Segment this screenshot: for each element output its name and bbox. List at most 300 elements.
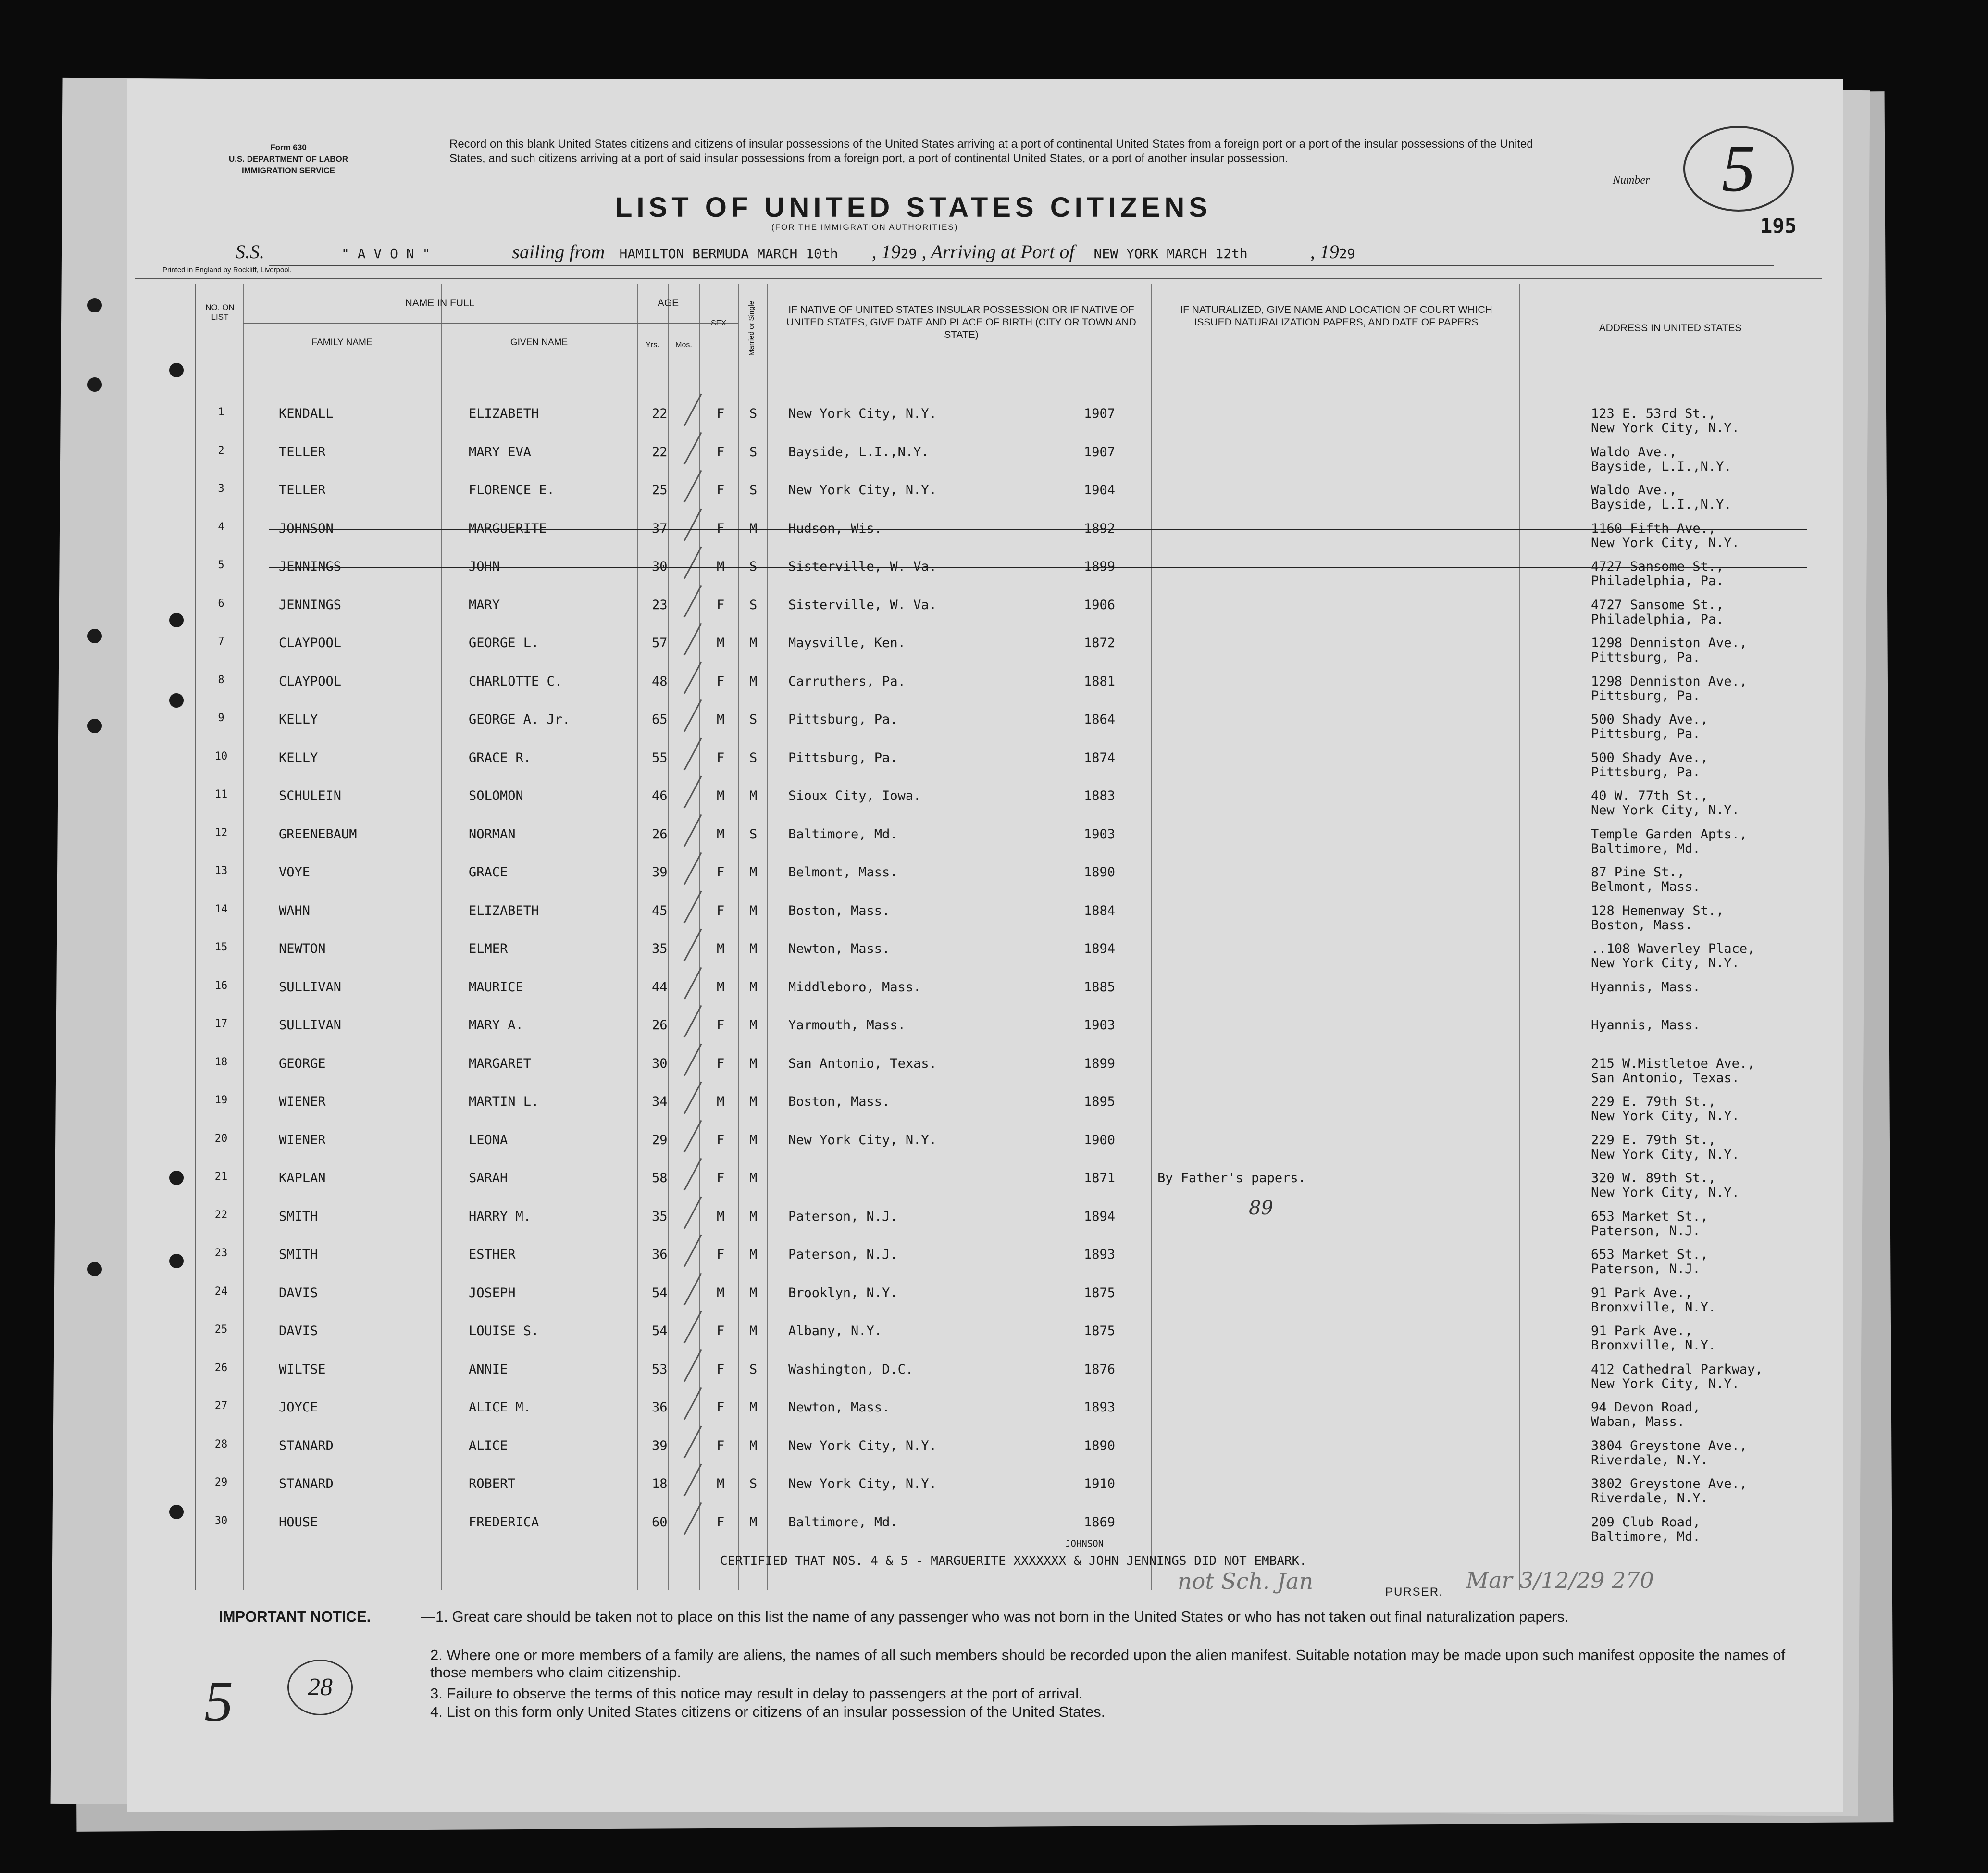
sex: F xyxy=(717,750,725,765)
age-years: 23 xyxy=(652,598,668,612)
marital-status: M xyxy=(749,980,758,995)
punch-hole xyxy=(87,377,102,392)
birth-year: 1864 xyxy=(1084,712,1116,727)
given-name: ESTHER xyxy=(469,1247,516,1262)
age-years: 65 xyxy=(652,712,668,727)
address-line-1: 1298 Denniston Ave., xyxy=(1591,674,1748,689)
age-years: 37 xyxy=(652,521,668,536)
address-line-2: San Antonio, Texas. xyxy=(1591,1071,1740,1086)
address-line-1: 229 E. 79th St., xyxy=(1591,1094,1716,1109)
age-years: 54 xyxy=(652,1324,668,1338)
address-line-1: 653 Market St., xyxy=(1591,1247,1708,1262)
address-line-2: New York City, N.Y. xyxy=(1591,1109,1740,1124)
birthplace: Belmont, Mass. xyxy=(788,865,898,880)
voyage-line xyxy=(236,240,1355,263)
age-years: 25 xyxy=(652,483,668,498)
given-name: ALICE M. xyxy=(469,1400,532,1415)
sex: M xyxy=(717,788,725,803)
marital-status: S xyxy=(749,1362,758,1377)
row-number: 28 xyxy=(214,1438,228,1450)
given-name: SARAH xyxy=(469,1171,508,1186)
birth-year: 1903 xyxy=(1084,827,1116,842)
year-prefix: , 19 xyxy=(871,241,901,262)
birthplace: New York City, N.Y. xyxy=(788,406,937,421)
age-years: 26 xyxy=(652,827,668,842)
punch-hole xyxy=(169,363,184,377)
given-name: GRACE xyxy=(469,865,508,880)
birth-year: 1899 xyxy=(1084,1056,1116,1071)
address-line-1: 500 Shady Ave., xyxy=(1591,750,1708,765)
birth-year: 1893 xyxy=(1084,1400,1116,1415)
family-name: KELLY xyxy=(279,712,318,727)
row-number: 18 xyxy=(214,1056,228,1068)
age-years: 48 xyxy=(652,674,668,689)
birth-year: 1885 xyxy=(1084,980,1116,995)
address-line-2: Paterson, N.J. xyxy=(1591,1261,1701,1276)
birthplace: New York City, N.Y. xyxy=(788,483,937,498)
address-line-2: Riverdale, N.Y. xyxy=(1591,1491,1708,1506)
marital-status: M xyxy=(749,1400,758,1415)
address-line-2: Baltimore, Md. xyxy=(1591,841,1701,856)
column-divider xyxy=(637,284,638,1590)
given-name: MARY A. xyxy=(469,1018,523,1033)
sex: F xyxy=(717,1400,725,1415)
address-line-1: Hyannis, Mass. xyxy=(1591,1018,1701,1033)
row-number: 21 xyxy=(214,1171,228,1183)
address-line-2: New York City, N.Y. xyxy=(1591,803,1740,818)
address-line-1: 1160 Fifth Ave., xyxy=(1591,521,1716,536)
given-name: GEORGE L. xyxy=(469,636,539,650)
punch-hole xyxy=(87,629,102,643)
row-number: 6 xyxy=(218,598,224,610)
birth-year: 1869 xyxy=(1084,1515,1116,1530)
birthplace: Sisterville, W. Va. xyxy=(788,598,937,612)
marital-status: S xyxy=(749,750,758,765)
service-name: IMMIGRATION SERVICE xyxy=(242,166,335,175)
given-name: MARY xyxy=(469,598,500,612)
certification-statement: CERTIFIED THAT NOS. 4 & 5 - MARGUERITE XXXXXXX & JOHN JENNINGS DID NOT EMBARK. xyxy=(720,1554,1307,1568)
voyage-underline xyxy=(269,265,1774,266)
marital-status: M xyxy=(749,1171,758,1186)
birthplace: Sisterville, W. Va. xyxy=(788,559,937,574)
sex: M xyxy=(717,980,725,995)
marital-status: M xyxy=(749,903,758,918)
sex: F xyxy=(717,674,725,689)
row-number: 8 xyxy=(218,674,224,686)
marital-status: M xyxy=(749,1515,758,1530)
birth-year: 1871 xyxy=(1084,1171,1116,1186)
header-married-single: Married or Single xyxy=(747,300,756,356)
marital-status: S xyxy=(749,445,758,460)
notice-item-3: 3. Failure to observe the terms of this notice may result in delay to passengers at the port of arrival. xyxy=(430,1685,1083,1702)
row-number: 19 xyxy=(214,1094,228,1106)
marital-status: M xyxy=(749,1209,758,1224)
family-name: TELLER xyxy=(279,445,326,460)
age-years: 30 xyxy=(652,559,668,574)
birth-year: 1875 xyxy=(1084,1324,1116,1338)
header-sex: SEX xyxy=(710,319,726,327)
row-number: 20 xyxy=(214,1133,228,1145)
family-name: DAVIS xyxy=(279,1286,318,1300)
marital-status: M xyxy=(749,1133,758,1148)
age-years: 39 xyxy=(652,865,668,880)
age-years: 54 xyxy=(652,1286,668,1300)
family-name: GREENEBAUM xyxy=(279,827,357,842)
birth-year: 1876 xyxy=(1084,1362,1116,1377)
address-line-1: 123 E. 53rd St., xyxy=(1591,406,1716,421)
family-name: SULLIVAN xyxy=(279,980,342,995)
birthplace: Middleboro, Mass. xyxy=(788,980,921,995)
family-name: WIENER xyxy=(279,1133,326,1148)
address-line-1: Hyannis, Mass. xyxy=(1591,980,1701,995)
birth-year: 1907 xyxy=(1084,406,1116,421)
row-number: 26 xyxy=(214,1362,228,1374)
marital-status: M xyxy=(749,1247,758,1262)
ss-label: S.S. xyxy=(236,241,264,262)
address-line-1: 209 Club Road, xyxy=(1591,1515,1701,1530)
birthplace: Pittsburg, Pa. xyxy=(788,750,898,765)
given-name: ELIZABETH xyxy=(469,406,539,421)
birth-year: 1906 xyxy=(1084,598,1116,612)
age-years: 22 xyxy=(652,406,668,421)
name-correction: JOHNSON xyxy=(1065,1538,1104,1549)
ship-name: " A V O N " xyxy=(341,246,431,262)
arrival-year: 29 xyxy=(1339,246,1355,262)
header-months: Mos. xyxy=(675,341,692,349)
column-divider xyxy=(738,284,739,1590)
family-name: HOUSE xyxy=(279,1515,318,1530)
address-line-1: 412 Cathedral Parkway, xyxy=(1591,1362,1763,1377)
marital-status: M xyxy=(749,1286,758,1300)
address-line-1: 128 Hemenway St., xyxy=(1591,903,1724,918)
form-number: Form 630 xyxy=(270,143,307,152)
sex: F xyxy=(717,1171,725,1186)
arriving-label: , Arriving at Port of xyxy=(921,241,1075,262)
age-years: 55 xyxy=(652,750,668,765)
circled-count: 28 xyxy=(287,1660,353,1715)
age-years: 60 xyxy=(652,1515,668,1530)
number-label: Number xyxy=(1613,174,1650,187)
table-top-rule xyxy=(135,278,1822,279)
address-line-2: Waban, Mass. xyxy=(1591,1414,1685,1429)
birthplace: Albany, N.Y. xyxy=(788,1324,882,1338)
address-line-2: New York City, N.Y. xyxy=(1591,1376,1740,1391)
sex: F xyxy=(717,406,725,421)
manifest-table xyxy=(195,284,1820,1590)
punch-hole xyxy=(169,1254,184,1268)
family-name: JENNINGS xyxy=(279,598,342,612)
address-line-2: Pittsburg, Pa. xyxy=(1591,726,1701,741)
family-name: DAVIS xyxy=(279,1324,318,1338)
punch-hole xyxy=(87,1262,102,1276)
header-address: ADDRESS IN UNITED STATES xyxy=(1599,323,1742,334)
marital-status: M xyxy=(749,636,758,650)
marital-status: S xyxy=(749,827,758,842)
header-birth-details: IF NATIVE OF UNITED STATES INSULAR POSSESSION OR IF NATIVE OF UNITED STATES, GIVE DATE AND PLACE OF BIRTH (CITY OR TOWN AND STATE) xyxy=(786,304,1136,340)
marital-status: M xyxy=(749,788,758,803)
naturalization: By Father's papers. xyxy=(1157,1171,1306,1186)
sex: F xyxy=(717,1324,725,1338)
row-number: 5 xyxy=(218,559,224,571)
punch-hole xyxy=(169,613,184,627)
address-line-1: 91 Park Ave., xyxy=(1591,1286,1693,1300)
given-name: HARRY M. xyxy=(469,1209,532,1224)
given-name: NORMAN xyxy=(469,827,516,842)
marital-status: S xyxy=(749,598,758,612)
row-number: 27 xyxy=(214,1400,228,1412)
birthplace: Baltimore, Md. xyxy=(788,1515,898,1530)
sex: F xyxy=(717,1515,725,1530)
given-name: ROBERT xyxy=(469,1476,516,1491)
departure-year: 29 xyxy=(900,246,917,262)
row-number: 1 xyxy=(218,406,224,418)
marital-status: S xyxy=(749,406,758,421)
given-name: MAURICE xyxy=(469,980,523,995)
notice-item-4: 4. List on this form only United States citizens or citizens of an insular possession of the United States. xyxy=(430,1703,1106,1720)
birth-year: 1903 xyxy=(1084,1018,1116,1033)
marital-status: M xyxy=(749,674,758,689)
column-divider xyxy=(699,284,700,1590)
given-name: GRACE R. xyxy=(469,750,532,765)
birth-year: 1883 xyxy=(1084,788,1116,803)
address-line-2: Paterson, N.J. xyxy=(1591,1224,1701,1238)
family-name: CLAYPOOL xyxy=(279,674,342,689)
family-name: STANARD xyxy=(279,1476,334,1491)
sex: F xyxy=(717,521,725,536)
marital-status: M xyxy=(749,941,758,956)
page-subtitle: (FOR THE IMMIGRATION AUTHORITIES) xyxy=(771,223,958,232)
family-name: SCHULEIN xyxy=(279,788,342,803)
punch-hole xyxy=(87,298,102,312)
address-line-1: 4727 Sansome St., xyxy=(1591,598,1724,612)
age-years: 35 xyxy=(652,941,668,956)
column-divider xyxy=(767,284,768,1590)
birth-year: 1881 xyxy=(1084,674,1116,689)
family-name: JOYCE xyxy=(279,1400,318,1415)
address-line-1: 3804 Greystone Ave., xyxy=(1591,1438,1748,1453)
birthplace: Newton, Mass. xyxy=(788,1400,890,1415)
sex: M xyxy=(717,712,725,727)
age-years: 36 xyxy=(652,1400,668,1415)
marital-status: S xyxy=(749,1476,758,1491)
given-name: SOLOMON xyxy=(469,788,523,803)
birthplace: Maysville, Ken. xyxy=(788,636,906,650)
birth-year: 1899 xyxy=(1084,559,1116,574)
address-line-2: Bronxville, N.Y. xyxy=(1591,1300,1716,1315)
address-line-2: New York City, N.Y. xyxy=(1591,536,1740,550)
row-number: 12 xyxy=(214,827,228,839)
birthplace: Paterson, N.J. xyxy=(788,1209,898,1224)
address-line-1: 3802 Greystone Ave., xyxy=(1591,1476,1748,1491)
address-line-1: 91 Park Ave., xyxy=(1591,1324,1693,1338)
marital-status: M xyxy=(749,1324,758,1338)
marital-status: S xyxy=(749,712,758,727)
family-name: JENNINGS xyxy=(279,559,342,574)
row-number: 16 xyxy=(214,980,228,992)
sex: F xyxy=(717,445,725,460)
given-name: MARGARET xyxy=(469,1056,532,1071)
header-name-in-full: NAME IN FULL xyxy=(405,298,475,309)
sex: M xyxy=(717,1094,725,1109)
birth-year: 1900 xyxy=(1084,1133,1116,1148)
birthplace: Newton, Mass. xyxy=(788,941,890,956)
given-name: MARGUERITE xyxy=(469,521,547,536)
given-name: MARTIN L. xyxy=(469,1094,539,1109)
departure-port: HAMILTON BERMUDA MARCH 10th xyxy=(619,246,838,262)
age-years: 39 xyxy=(652,1438,668,1453)
birth-year: 1875 xyxy=(1084,1286,1116,1300)
notice-item-1: —1. Great care should be taken not to place on this list the name of any passenger who was not born in the United States or who has not taken out final naturalization papers. xyxy=(421,1608,1569,1625)
birthplace: New York City, N.Y. xyxy=(788,1133,937,1148)
strike-through-line xyxy=(269,567,1807,568)
year-prefix: , 19 xyxy=(1310,241,1339,262)
sex: M xyxy=(717,1286,725,1300)
row-number: 4 xyxy=(218,521,224,533)
sex: M xyxy=(717,941,725,956)
age-years: 58 xyxy=(652,1171,668,1186)
notice-title: IMPORTANT NOTICE. xyxy=(219,1608,371,1625)
birthplace: San Antonio, Texas. xyxy=(788,1056,937,1071)
row-number: 17 xyxy=(214,1018,228,1030)
family-name: WILTSE xyxy=(279,1362,326,1377)
given-name: ALICE xyxy=(469,1438,508,1453)
birthplace: Pittsburg, Pa. xyxy=(788,712,898,727)
purser-signature: Mar 3/12/29 270 xyxy=(1466,1567,1654,1593)
address-line-1: 94 Devon Road, xyxy=(1591,1400,1701,1415)
row-number: 30 xyxy=(214,1515,228,1527)
birthplace: New York City, N.Y. xyxy=(788,1476,937,1491)
family-name: CLAYPOOL xyxy=(279,636,342,650)
birthplace: Paterson, N.J. xyxy=(788,1247,898,1262)
address-line-1: 40 W. 77th St., xyxy=(1591,788,1708,803)
birth-year: 1894 xyxy=(1084,1209,1116,1224)
header-family-name: FAMILY NAME xyxy=(311,337,373,348)
family-name: KAPLAN xyxy=(279,1171,326,1186)
birth-year: 1893 xyxy=(1084,1247,1116,1262)
header-age: AGE xyxy=(657,298,679,309)
address-line-2: New York City, N.Y. xyxy=(1591,1185,1740,1200)
header-no-on-list: NO. ON LIST xyxy=(205,303,235,322)
age-years: 35 xyxy=(652,1209,668,1224)
age-years: 45 xyxy=(652,903,668,918)
purser-label: PURSER. xyxy=(1385,1586,1443,1598)
sex: M xyxy=(717,636,725,650)
row-number: 3 xyxy=(218,483,224,495)
column-divider xyxy=(243,284,244,1590)
address-line-2: Pittsburg, Pa. xyxy=(1591,650,1701,665)
address-line-1: ..108 Waverley Place, xyxy=(1591,941,1755,956)
column-divider xyxy=(668,284,669,1590)
sex: F xyxy=(717,1247,725,1262)
birth-year: 1892 xyxy=(1084,521,1116,536)
age-years: 22 xyxy=(652,445,668,460)
form-identification xyxy=(207,142,370,176)
age-years: 34 xyxy=(652,1094,668,1109)
family-name: SMITH xyxy=(279,1209,318,1224)
birthplace: Brooklyn, N.Y. xyxy=(788,1286,898,1300)
marital-status: S xyxy=(749,559,758,574)
sex: M xyxy=(717,827,725,842)
row-number: 11 xyxy=(214,788,228,800)
family-name: SMITH xyxy=(279,1247,318,1262)
address-line-2: Bayside, L.I.,N.Y. xyxy=(1591,497,1732,512)
family-name: STANARD xyxy=(279,1438,334,1453)
birth-year: 1874 xyxy=(1084,750,1116,765)
punch-hole xyxy=(169,1505,184,1519)
birth-year: 1910 xyxy=(1084,1476,1116,1491)
address-line-2: New York City, N.Y. xyxy=(1591,1147,1740,1162)
birth-year: 1872 xyxy=(1084,636,1116,650)
strike-through-line xyxy=(269,529,1807,530)
birth-year: 1907 xyxy=(1084,445,1116,460)
marital-status: M xyxy=(749,1056,758,1071)
age-years: 46 xyxy=(652,788,668,803)
family-name: GEORGE xyxy=(279,1056,326,1071)
handwritten-mark: 89 xyxy=(1249,1197,1273,1219)
birth-year: 1884 xyxy=(1084,903,1116,918)
marital-status: M xyxy=(749,1018,758,1033)
address-line-2: Pittsburg, Pa. xyxy=(1591,688,1701,703)
address-line-2: New York City, N.Y. xyxy=(1591,421,1740,436)
address-line-1: 87 Pine St., xyxy=(1591,865,1685,880)
family-name: NEWTON xyxy=(279,941,326,956)
address-line-1: 229 E. 79th St., xyxy=(1591,1133,1716,1148)
sailing-label: sailing from xyxy=(512,241,605,262)
given-name: ANNIE xyxy=(469,1362,508,1377)
marital-status: M xyxy=(749,521,758,536)
sex: F xyxy=(717,483,725,498)
department-name: U.S. DEPARTMENT OF LABOR xyxy=(228,154,348,163)
family-name: SULLIVAN xyxy=(279,1018,342,1033)
sex: F xyxy=(717,903,725,918)
marital-status: M xyxy=(749,1438,758,1453)
family-name: WAHN xyxy=(279,903,311,918)
form-instructions: Record on this blank United States citizens and citizens of insular possessions of the United States arriving at a port of continental United States from a foreign port or a port of the insular possessions of the United States, and such citizens arriving at a port of said insular possessions from a foreign port, a port of continental United States, or a port of another insular possession. xyxy=(449,137,1533,165)
handwritten-note: not Sch. Jan xyxy=(1178,1568,1314,1594)
page-title: LIST OF UNITED STATES CITIZENS xyxy=(615,192,1212,223)
address-line-1: 4727 Sansome St., xyxy=(1591,559,1724,574)
circled-list-number: 5 xyxy=(1683,126,1794,212)
header-given-name: GIVEN NAME xyxy=(510,337,568,348)
birth-year: 1890 xyxy=(1084,1438,1116,1453)
given-name: JOSEPH xyxy=(469,1286,516,1300)
sex: F xyxy=(717,1018,725,1033)
address-line-2: Philadelphia, Pa. xyxy=(1591,574,1724,588)
punch-hole xyxy=(169,693,184,708)
row-number: 10 xyxy=(214,750,228,762)
handwritten-sheet-number: 5 xyxy=(204,1669,233,1733)
age-years: 53 xyxy=(652,1362,668,1377)
sex: F xyxy=(717,1133,725,1148)
birthplace: New York City, N.Y. xyxy=(788,1438,937,1453)
given-name: GEORGE A. Jr. xyxy=(469,712,571,727)
row-number: 7 xyxy=(218,636,224,648)
row-number: 2 xyxy=(218,445,224,457)
header-years: Yrs. xyxy=(646,341,659,349)
address-line-2: Baltimore, Md. xyxy=(1591,1529,1701,1544)
birth-year: 1895 xyxy=(1084,1094,1116,1109)
birthplace: Hudson, Wis. xyxy=(788,521,882,536)
address-line-1: 320 W. 89th St., xyxy=(1591,1171,1716,1186)
marital-status: M xyxy=(749,1094,758,1109)
row-number: 22 xyxy=(214,1209,228,1221)
given-name: LEONA xyxy=(469,1133,508,1148)
age-years: 36 xyxy=(652,1247,668,1262)
sex: F xyxy=(717,865,725,880)
sex: F xyxy=(717,598,725,612)
birth-year: 1894 xyxy=(1084,941,1116,956)
age-years: 18 xyxy=(652,1476,668,1491)
